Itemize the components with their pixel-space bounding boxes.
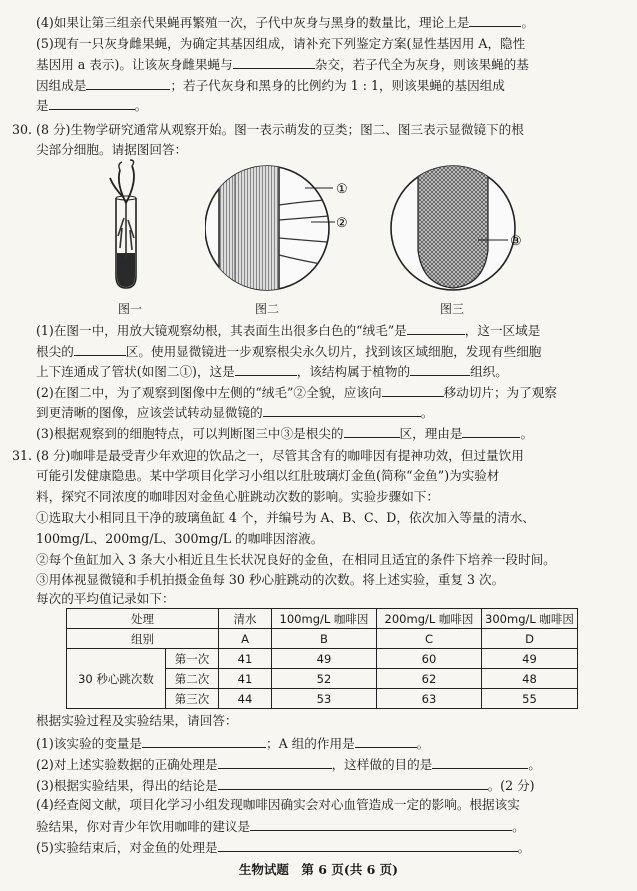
answer-blank[interactable] [233,56,315,69]
q31-a4-line2: 验结果，你对青少年饮用咖啡的建议是 。 [36,819,525,834]
answer-blank[interactable] [49,97,135,110]
table-cell: 49 [482,649,578,669]
q31-line3: 料，探究不同浓度的咖啡因对金鱼心脏跳动次数的影响。实验步骤如下： [36,489,439,504]
q31-line2: 可能引发健康隐患。某中学项目化学习小组以红肚玻璃灯金鱼(简称“金鱼”)为实验材 [36,468,500,483]
answer-blank[interactable] [218,777,488,790]
table-cell: 53 [272,689,377,709]
marker-2: ② [336,216,348,231]
answer-blank[interactable] [263,404,421,417]
table-cell: 200mg/L 咖啡因 [377,609,482,629]
q31-step1-line2: 100mg/L、200mg/L、300mg/L 的咖啡因溶液。 [36,531,324,546]
q30-title-line2: 尖部分细胞。请据图回答： [36,142,188,157]
q5-line3: 因组成是 ；若子代灰身和黑身的比例约为 1 : 1，则该果蝇的基因组成 [36,78,505,93]
figure1-seedling-tube [96,158,156,298]
q31-a5: (5)实验结束后，对金鱼的处理是 。 [36,840,531,855]
q31-a2: (2)对上述实验数据的正确处理是 ，这样做的目的是 。 [36,757,541,772]
answer-blank[interactable] [74,343,126,356]
table-cell: 49 [272,649,377,669]
q31-a4-line1: (4)经查阅文献，项目化学习小组发现咖啡因确实会对心血管造成一定的影响。根据该实 [36,797,520,812]
table-cell: C [377,629,482,649]
q30-p1-line3: 上下连通成了管状(如图二①)，这是 ，该结构属于植物的 组织。 [36,364,508,379]
table-cell: 44 [219,689,272,709]
answer-blank[interactable] [355,735,417,748]
answer-blank[interactable] [432,756,528,769]
figure3-caption: 图三 [440,302,465,316]
answer-blank[interactable] [218,756,332,769]
q31-line1: 31. (8 分)咖啡是最受青少年欢迎的饮品之一，尽管其含有的咖啡因有提神功效，但过量饮用 [12,448,524,463]
answer-blank[interactable] [469,14,521,27]
table-cell: 清水 [219,609,272,629]
table-cell: 63 [377,689,482,709]
q31-step2: ②每个鱼缸加入 3 条大小相近且生长状况良好的金鱼，在相同且适宜的条件下培养一段时间。 [36,552,556,567]
q30-p2-line1: (2)在图二中，为了观察到图像中左侧的“绒毛”②全貌，应该向 移动切片；为了观察 [36,385,557,400]
table-cell: 41 [219,669,272,689]
answer-blank[interactable] [250,818,512,831]
q30-p3-line: (3)根据观察到的细胞特点，可以判断图三中③是根尖的 区，理由是 。 [36,426,534,441]
table-cell: B [272,629,377,649]
table-cell: D [482,629,578,649]
answer-blank[interactable] [462,425,520,438]
table-row [67,609,578,629]
table-header-treatment: 处理 [67,609,219,629]
table-cell: 48 [482,669,578,689]
q31-avg-intro: 每次的平均值记录如下： [36,591,175,606]
figure1-caption: 图一 [118,302,143,316]
q30-p2-line2: 到更清晰的图像，应该尝试转动显微镜的 。 [36,405,434,420]
table-cell: A [219,629,272,649]
table-row [67,649,578,669]
results-table [66,608,578,709]
q4-line: (4)如果让第三组亲代果蝇再繁殖一次，子代中灰身与黑身的数量比，理论上是 。 [36,15,535,30]
marker-1: ① [336,182,348,197]
q31-step3: ③用体视显微镜和手机拍摄金鱼每 30 秒心脏跳动的次数。将上述实验，重复 3 次。 [36,572,505,587]
q30-p1-line1: (1)在图一中，用放大镜观察幼根，其表面生出很多白色的“绒毛”是 ，这一区域是 [36,323,541,338]
table-cell: 62 [377,669,482,689]
table-row [67,629,578,649]
answer-blank[interactable] [410,363,470,376]
table-cell: 60 [377,649,482,669]
table-cell: 100mg/L 咖啡因 [272,609,377,629]
table-cell: 41 [219,649,272,669]
figure3-micrograph [388,160,538,295]
answer-blank[interactable] [235,363,297,376]
q5-line2: 基因用 a 表示)。让该灰身雌果蝇与 杂交，若子代全为灰身，则该果蝇的基 [36,57,529,72]
table-cell: 第二次 [166,669,219,689]
q5-line1: (5)现有一只灰身雌果蝇，为确定其基因组成，请补充下列鉴定方案(显性基因用 A，隐性 [36,36,526,51]
answer-blank[interactable] [142,735,266,748]
table-cell: 第一次 [166,649,219,669]
q31-answer-intro: 根据实验过程及实验结果，请回答： [36,713,238,728]
answer-blank[interactable] [86,77,170,90]
table-header-group: 组别 [67,629,219,649]
q31-step1-line1: ①选取大小相同且干净的玻璃鱼缸 4 个，并编号为 A、B、C、D，依次加入等量的清水、 [36,510,535,525]
q31-a3: (3)根据实验结果，得出的结论是 。(2 分) [36,778,535,793]
q31-a1: (1)该实验的变量是 ；A 组的作用是 。 [36,736,430,751]
figure2-caption: 图二 [255,302,280,316]
q30-title-line1: 30. (8 分)生物学研究通常从观察开始。图一表示萌发的豆类；图二、图三表示显微镜下的根 [12,122,524,137]
answer-blank[interactable] [344,425,400,438]
answer-blank[interactable] [218,839,518,852]
q5-line4: 是 。 [36,98,148,113]
answer-blank[interactable] [407,322,465,335]
table-cell: 第三次 [166,689,219,709]
figure2-micrograph [205,160,355,295]
q30-p1-line2: 根尖的 区。使用显微镜进一步观察根尖永久切片，找到该区域细胞，发现有些细胞 [36,344,542,359]
table-row-label: 30 秒心跳次数 [67,649,166,709]
marker-3: ③ [510,234,522,249]
table-cell: 55 [482,689,578,709]
answer-blank[interactable] [382,384,444,397]
table-cell: 300mg/L 咖啡因 [482,609,578,629]
page-footer: 生物试题 第 6 页(共 6 页) [238,862,399,877]
table-cell: 52 [272,669,377,689]
